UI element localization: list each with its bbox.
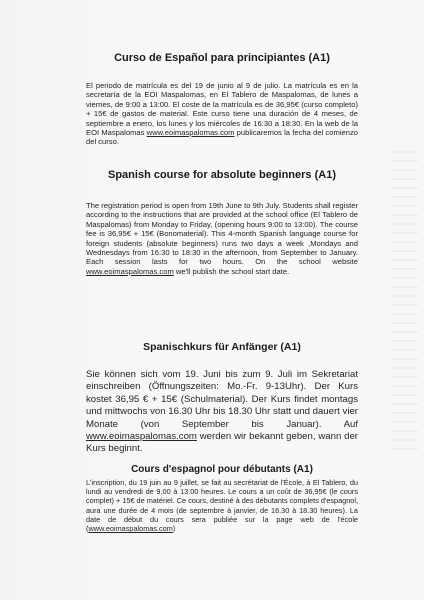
section-body-german (86, 369, 358, 456)
body-text-french: L'inscription, du 19 juin au 9 juillet, se fait au secrétariat de l'École, à El Tablero, du lundi au vendredi de 9.00 à 13.00 heures. Le cours a un coût de 36,95€ (le cours complet) + 15€ de matériel. Ce cours, destiné à des débutants complets d'espagnol, aura une durée de 4 mois (de septembre à janvier, de 16.30 à 18.30 heures). La date de début du cours sera publiée sur la page web de l'école ( (86, 478, 358, 534)
body-text-after-english: we'll publish the school start date. (173, 266, 290, 276)
section-body-english (86, 201, 358, 276)
website-link-french[interactable]: www.eoimaspalomas.com (88, 524, 173, 534)
body-text-german: Sie können sich vom 19. Juni bis zum 9. Juli im Sekretariat einschreiben (Öffnungszeiten: Mo.-Fr. 9-13Uhr). Der Kurs kostet 36,95 € + 15€ (Schulmaterial). Der Kurs findet montags und mittwochs von 16.30 Uhr bis 18.30 Uhr statt und dauert vier Monate (von September bis Januar). Auf (86, 369, 358, 430)
body-text-english: The registration period is open from 19th June to 9th July. Students shall register according to the instructions that are provided at the school office (El Tablero de Maspalomas) from Monday to Friday, (opening hours 9:00 to 13:00). The course fee is 36,95€ + 15€ (Bonomaterial). This 4-month Spanish language course for foreign students (absolute beginners) runs two days a week ,Mondays and Wednesdays from 16:30 to 18:30 in the afternoon, from September to January. Each session lasts for two hours. On the school website (86, 201, 358, 267)
section-english (86, 168, 358, 276)
website-link-spanish[interactable]: www.eoimaspalomas.com (146, 128, 235, 138)
section-german (86, 340, 358, 456)
section-french (86, 463, 358, 533)
section-title-german: Spanischkurs für Anfänger (A1) (143, 341, 301, 353)
website-link-german[interactable]: www.eoimaspalomas.com (86, 431, 197, 443)
body-text-after-french: ) (172, 524, 176, 534)
section-title-spanish: Curso de Español para principiantes (A1) (114, 52, 330, 64)
body-text-after-german: werden wir bekannt geben, wann der Kurs beginnt. (86, 431, 358, 455)
body-text-spanish: El periodo de matrícula es del 19 de junio al 9 de julio. La matrícula es en la secretaría de la EOI Maspalomas, en El Tablero de Maspalomas, de lunes a viernes, de 9:00 a 13:00. El coste de la matrícula es de 36,95€ (curso completo) + 15€ de gastos de material. Este curso tiene una duración de 4 meses, de septiembre a enero, los lunes y los miércoles de 16:30 a 18:30. En la web de la EOI Maspalomas (86, 81, 358, 138)
section-title-french: Cours d'espagnol pour débutants (A1) (131, 464, 313, 475)
section-body-spanish (86, 81, 358, 147)
section-title-english: Spanish course for absolute beginners (A1) (108, 169, 336, 181)
paper-show-through (392, 150, 418, 450)
section-body-french (86, 478, 358, 533)
section-spanish (86, 51, 358, 147)
website-link-english[interactable]: www.eoimaspalomas.com (86, 266, 174, 276)
body-text-after-spanish: publicaremos la fecha del comienzo del curso. (86, 128, 358, 147)
